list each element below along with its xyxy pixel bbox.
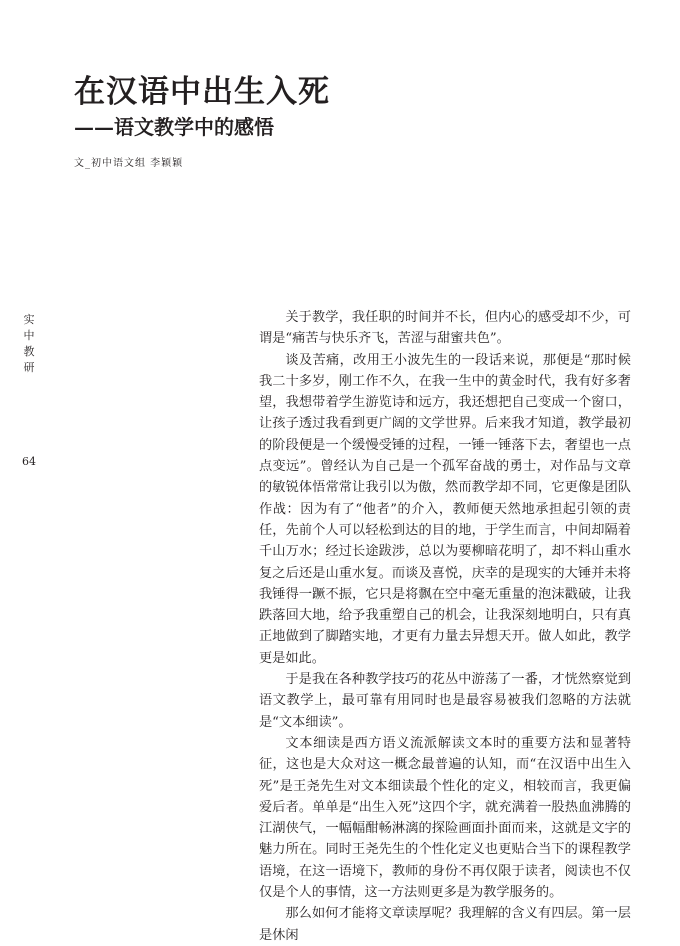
paragraph: 于是我在各种教学技巧的花丛中游荡了一番，才恍然察觉到语文教学上，最可靠有用同时也是最容易被我们忽略的方法就是“文本细读”。	[259, 672, 631, 730]
paragraph: 那么如何才能将文章读厚呢？我理解的含义有四层。第一层是休闲	[259, 906, 631, 943]
page-number: 64	[22, 455, 36, 468]
article-title: 在汉语中出生入死	[74, 74, 330, 110]
journal-name-vertical: 实中教研	[23, 313, 35, 374]
paragraph: 文本细读是西方语义流派解读文本时的重要方法和显著特征，这也是大众对这一概念最普遍的认知，而“在汉语中出生入死”是王尧先生对文本细读最个性化的定义，相较而言，我更偏爱后者。单单是“出生入死”这四个字，就充满着一股热血沸腾的江湖侠气，一幅幅酣畅淋漓的探险画面扑面而来，这就是文字的魅力所在。同时王尧先生的个性化定义也更贴合当下的课程教学语境，在这一语境下，教师的身份不再仅限于读者，阅读也不仅仅是个人的事情，这一方法则更多是为教学服务的。	[259, 735, 631, 901]
article-subtitle: ——语文教学中的感悟	[74, 115, 274, 139]
paragraph: 谈及苦痛，改用王小波先生的一段话来说，那便是“那时候我二十多岁，刚工作不久，在我一生中的黄金时代，我有好多奢望，我想带着学生游览诗和远方，我还想把自己变成一个窗口，让孩子透过我看到更广阔的文学世界。后来我才知道，教学最初的阶段便是一个缓慢受锤的过程，一锤一锤落下去，奢望也一点点变远”。曾经认为自己是一个孤军奋战的勇士，对作品与文章的敏锐体悟常常让我引以为傲，然而教学却不同，它更像是团队作战：因为有了“他者”的介入，教师便天然地承担起引领的责任，先前个人可以轻松到达的目的地，于学生而言，中间却隔着千山万水；经过长途跋涉，总以为要柳暗花明了，却不料山重水复之后还是山重水复。而谈及喜悦，庆幸的是现实的大锤并未将我锤得一蹶不振，它只是将飘在空中毫无重量的泡沫戳破，让我跌落回大地，给予我重塑自己的机会，让我深刻地明白，只有真正地做到了脚踏实地，才更有力量去异想天开。做人如此，教学更是如此。	[259, 352, 631, 666]
paragraph: 关于教学，我任职的时间并不长，但内心的感受却不少，可谓是“痛苦与快乐齐飞，苦涩与甜蜜共色”。	[259, 310, 631, 347]
author-byline: 文_初中语文组 李颖颖	[74, 158, 184, 169]
article-body	[259, 307, 631, 946]
